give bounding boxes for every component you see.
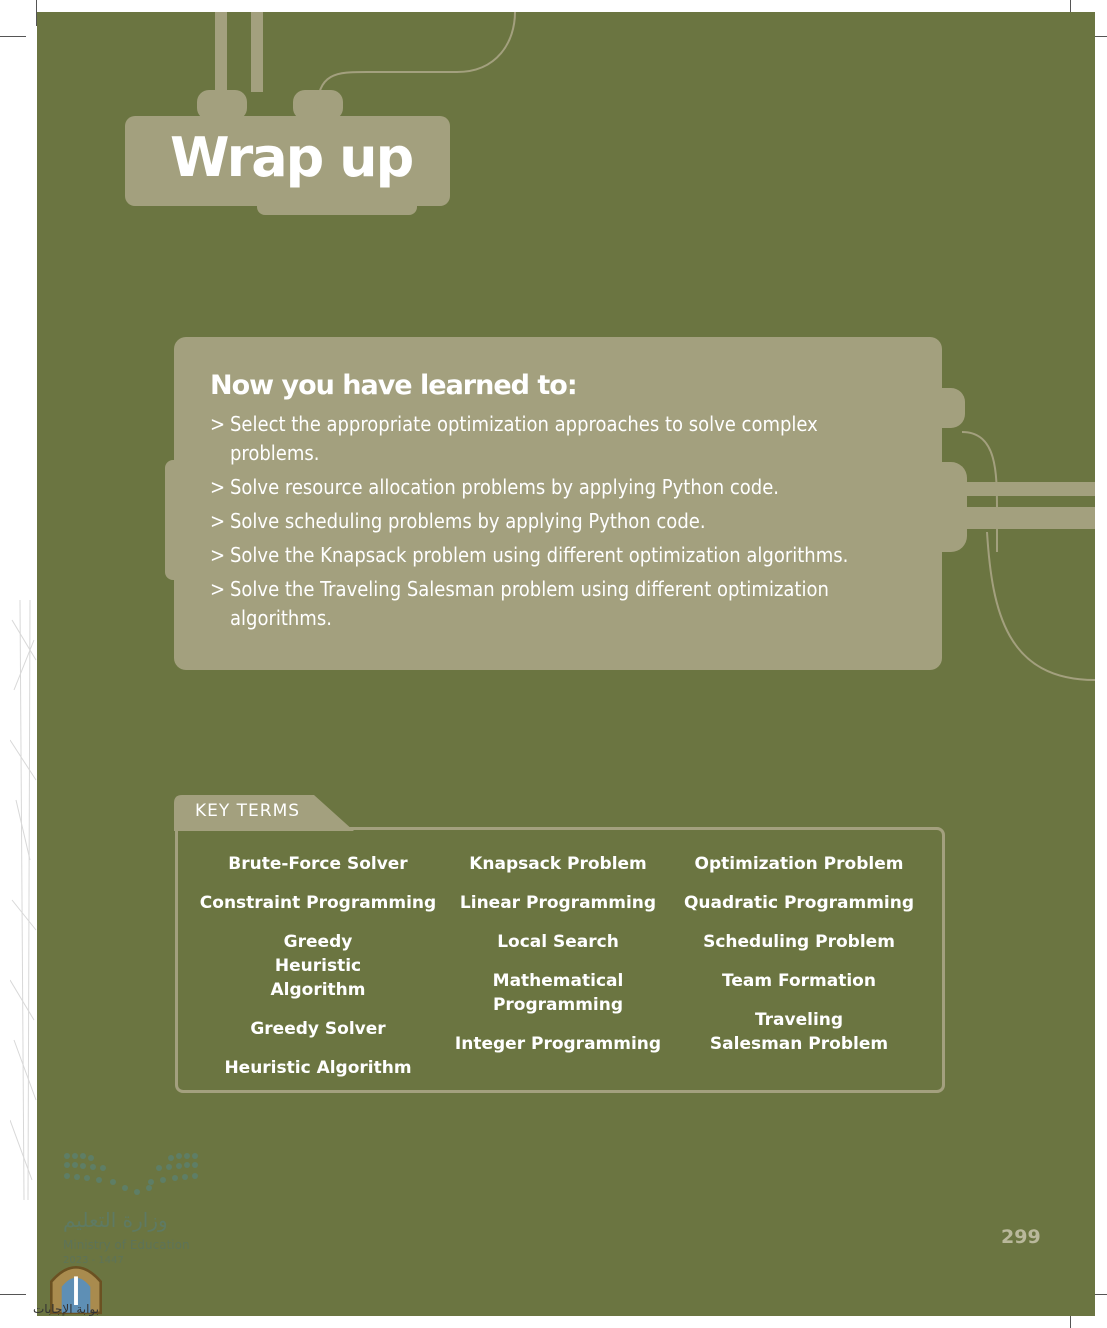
key-terms-label: KEY TERMS (195, 801, 301, 821)
key-terms-column-3 (679, 852, 919, 1071)
map-decoration (10, 600, 38, 1200)
learned-item (210, 575, 910, 633)
ministry-name-english: Ministry of Education (63, 1238, 190, 1252)
key-term: Greedy Heuristic Algorithm (270, 932, 366, 1000)
key-term: Greedy Solver (250, 1019, 386, 1039)
learned-item (210, 473, 910, 502)
key-term: Optimization Problem (694, 854, 904, 874)
key-term: Constraint Programming (199, 893, 437, 913)
crop-mark (0, 1294, 26, 1295)
bullet-marker: > (210, 577, 226, 601)
learned-item-text: Solve the Knapsack problem using different optimization algorithms. (230, 543, 849, 567)
key-term: Linear Programming (459, 893, 657, 913)
key-term: Integer Programming (454, 1034, 662, 1054)
learned-item-text: Solve scheduling problems by applying Python code. (230, 509, 706, 533)
ministry-name-arabic: وزارة التعليم (63, 1208, 168, 1232)
key-terms-column-2 (438, 852, 678, 1071)
bullet-marker: > (210, 543, 226, 567)
learned-heading: Now you have learned to: (210, 370, 577, 401)
bullet-marker: > (210, 509, 226, 533)
learned-item-text: Select the appropriate optimization approaches to solve complex problems. (230, 412, 818, 465)
key-term: Scheduling Problem (703, 932, 895, 952)
key-terms-column-1 (198, 852, 438, 1095)
key-term: Team Formation (722, 971, 876, 991)
key-term: Knapsack Problem (469, 854, 647, 874)
key-term: Local Search (497, 932, 619, 952)
page-number: 299 (1001, 1226, 1041, 1248)
learned-list (210, 410, 910, 638)
watermark-text: بوابة الإجابات (33, 1302, 100, 1316)
key-term: Heuristic Algorithm (224, 1058, 412, 1078)
ministry-logo-icon (63, 1152, 203, 1198)
learned-item-text: Solve resource allocation problems by applying Python code. (230, 475, 779, 499)
learned-item (210, 507, 910, 536)
key-term: Traveling Salesman Problem (709, 1010, 889, 1054)
learned-item-text: Solve the Traveling Salesman problem using different optimization algorithms. (230, 577, 829, 630)
bullet-marker: > (210, 475, 226, 499)
crop-mark (0, 36, 26, 37)
learned-item (210, 541, 910, 570)
ministry-year: 2023 - 1447 (63, 1255, 124, 1266)
bullet-marker: > (210, 412, 226, 436)
key-term: Mathematical Programming (492, 971, 624, 1015)
page-title: Wrap up (170, 126, 413, 189)
key-term: Quadratic Programming (683, 893, 915, 913)
key-term: Brute-Force Solver (228, 854, 408, 874)
learned-item (210, 410, 910, 468)
